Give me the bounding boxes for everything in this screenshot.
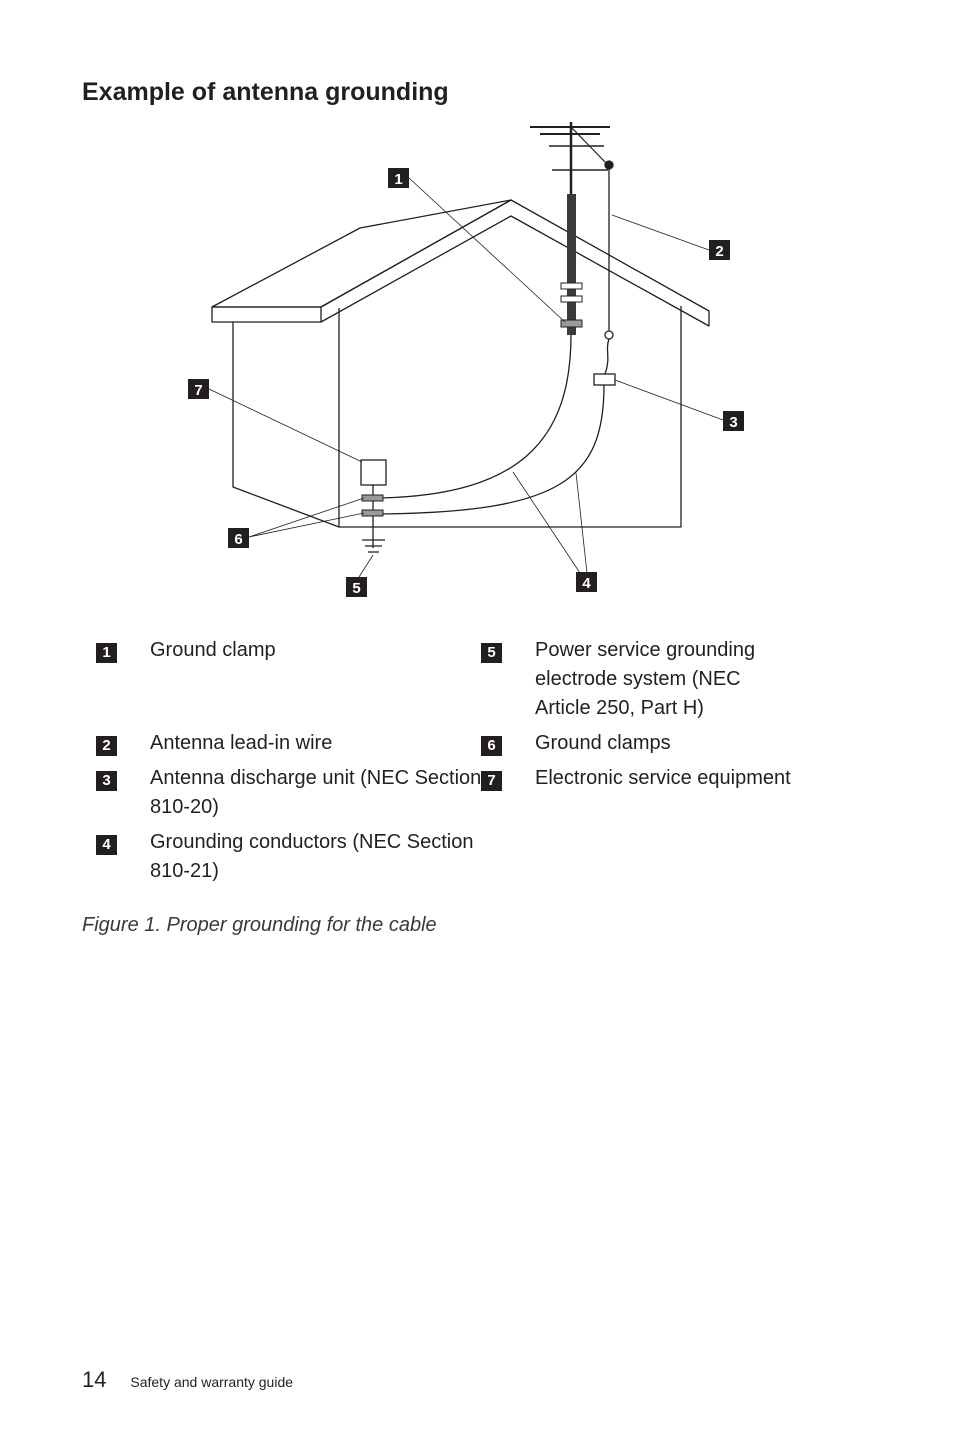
ground-clamp-upper: [362, 495, 383, 501]
callout-3: [723, 411, 744, 431]
antenna-grounding-diagram: [0, 0, 954, 620]
legend-text: Grounding conductors (NEC Section 810-21): [150, 831, 474, 882]
ground-clamp-lower: [362, 510, 383, 516]
page-footer: [82, 1367, 293, 1393]
svg-text:7: 7: [194, 382, 203, 399]
svg-text:4: 4: [582, 575, 591, 592]
figure-caption: Figure 1. Proper grounding for the cable: [82, 914, 437, 936]
legend-item: [481, 729, 791, 758]
antenna-mast: [530, 122, 610, 335]
legend-item: [481, 636, 791, 723]
legend-item: [96, 764, 486, 822]
discharge-unit: [594, 374, 615, 385]
legend-number-badge: 3: [96, 771, 117, 791]
page-title: Example of antenna grounding: [82, 78, 449, 106]
svg-text:3: 3: [729, 414, 738, 431]
legend-number-badge: 1: [96, 643, 117, 663]
callout-4: [576, 572, 597, 592]
legend-item: [481, 764, 791, 793]
callout-1: [388, 168, 409, 188]
legend-number-badge: 4: [96, 835, 117, 855]
callout-2: [709, 240, 730, 260]
legend-text: Ground clamps: [535, 732, 671, 754]
legend-text: Antenna discharge unit (NEC Section 810-20): [150, 767, 482, 818]
roof-front-edge: [212, 307, 321, 322]
legend-text: Ground clamp: [150, 639, 276, 661]
legend-number-badge: 2: [96, 736, 117, 756]
grounding-conductor-inner: [380, 385, 604, 514]
callout-7: [188, 379, 209, 399]
callout-6: [228, 528, 249, 548]
roof-left-face: [212, 200, 511, 307]
legend-right-column: [481, 636, 791, 799]
legend-item: [96, 828, 486, 886]
svg-text:2: 2: [715, 243, 724, 260]
house-left-wall: [233, 306, 681, 527]
legend-number-badge: 5: [481, 643, 502, 663]
page-number: 14: [82, 1367, 107, 1392]
roof-gable: [321, 200, 709, 326]
svg-text:1: 1: [394, 171, 403, 188]
legend-number-badge: 7: [481, 771, 502, 791]
svg-text:6: 6: [234, 531, 243, 548]
legend-left-column: [96, 636, 486, 892]
legend-number-badge: 6: [481, 736, 502, 756]
footer-text: Safety and warranty guide: [130, 1374, 294, 1390]
grounding-conductor-outer: [380, 335, 571, 498]
legend-text: Antenna lead-in wire: [150, 732, 333, 754]
service-equipment-box: [361, 460, 386, 485]
legend-text: Electronic service equipment: [535, 767, 791, 789]
callout-5: [346, 577, 367, 597]
legend-item: [96, 636, 486, 665]
svg-text:5: 5: [352, 580, 361, 597]
legend-text: Power service grounding electrode system (NEC Article 250, Part H): [535, 639, 756, 719]
legend-item: [96, 729, 486, 758]
